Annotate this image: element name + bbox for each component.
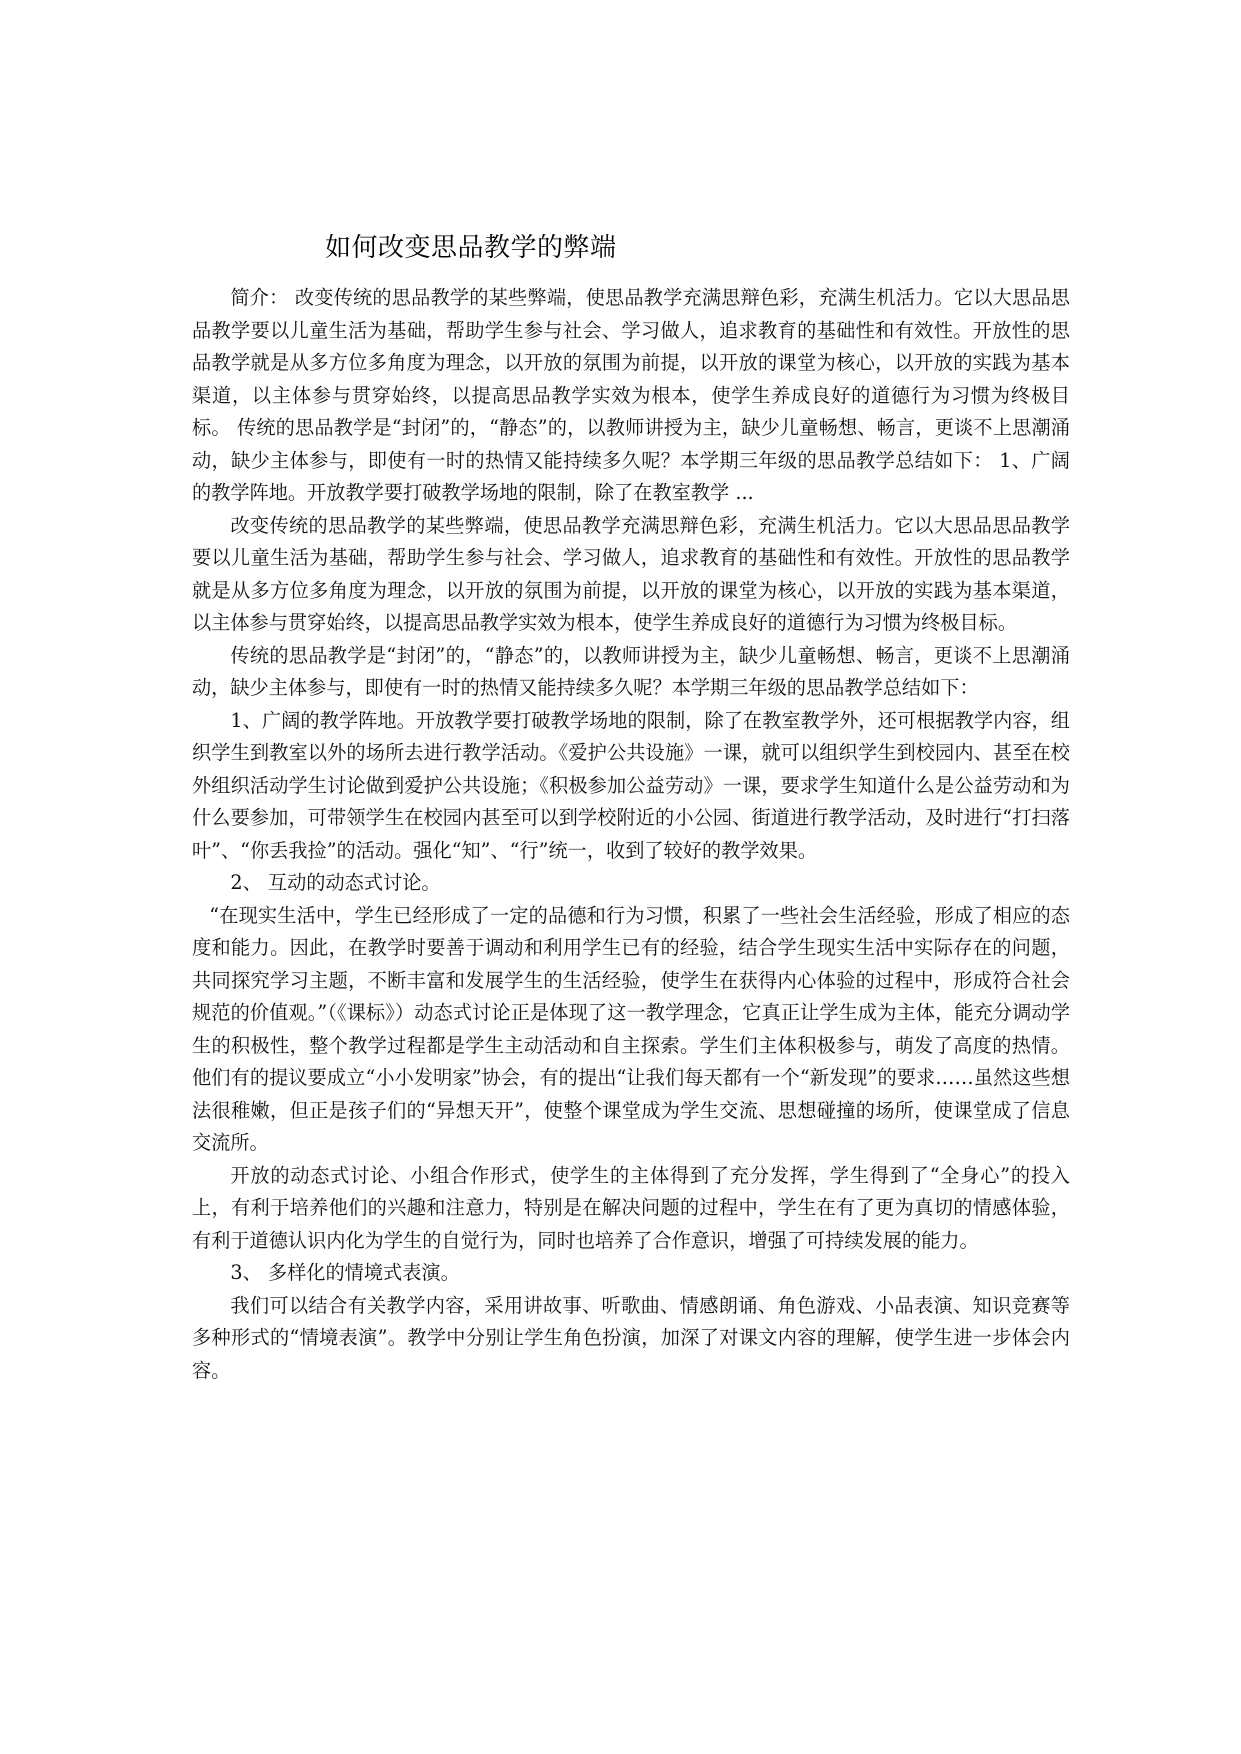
body-paragraph: 开放的动态式讨论、小组合作形式，使学生的主体得到了充分发挥，学生得到了“全身心”的投入上，有利于培养他们的兴趣和注意力，特别是在解决问题的过程中，学生在有了更为真切的情感体验，有利于道德认识内化为学生的自觉行为，同时也培养了合作意识，增强了可持续发展的能力。 [192, 1163, 1070, 1252]
section-heading: 3、 多样化的情境式表演。 [230, 1261, 460, 1284]
section-heading: 2、 互动的动态式讨论。 [230, 871, 441, 894]
body-paragraph: 改变传统的思品教学的某些弊端，使思品教学充满思辩色彩，充满生机活力。它以大思品思品教学要以儿童生活为基础，帮助学生参与社会、学习做人，追求教育的基础性和有效性。开放性的思品教学就是从多方位多角度为理念，以开放的氛围为前提，以开放的课堂为核心，以开放的实践为基本渠道，以主体参与贯穿始终，以提高思品教学实效为根本，使学生养成良好的道德行为习惯为终极目标。 [192, 513, 1070, 634]
document-title: 如何改变思品教学的弊端 [325, 233, 617, 263]
quote-paragraph: “在现实生活中，学生已经形成了一定的品德和行为习惯，积累了一些社会生活经验，形成了相应的态度和能力。因此，在教学时要善于调动和利用学生已有的经验，结合学生现实生活中实际存在的问题，共同探究学习主题，不断丰富和发展学生的生活经验，使学生在获得内心体验的过程中，形成符合社会规范的价值观。”（《课标》）动态式讨论正是体现了这一教学理念，它真正让学生成为主体，能充分调动学生的积极性，整个教学过程都是学生主动活动和自主探索。学生们主体积极参与，萌发了高度的热情。他们有的提议要成立“小小发明家”协会，有的提出“让我们每天都有一个“新发现”的要求……虽然这些想法很稚嫩，但正是孩子们的“异想天开”，使整个课堂成为学生交流、思想碰撞的场所，使课堂成了信息交流所。 [192, 903, 1070, 1154]
body-paragraph: 我们可以结合有关教学内容，采用讲故事、听歌曲、情感朗诵、角色游戏、小品表演、知识竞赛等多种形式的“情境表演”。教学中分别让学生角色扮演，加深了对课文内容的理解，使学生进一步体会内容。 [192, 1293, 1070, 1382]
document-body [192, 282, 1070, 1387]
body-paragraph: 传统的思品教学是“封闭”的，“静态”的，以教师讲授为主，缺少儿童畅想、畅言，更谈不上思潮涌动，缺少主体参与，即使有一时的热情又能持续多久呢？本学期三年级的思品教学总结如下： [192, 643, 1070, 699]
intro-paragraph: 简介： 改变传统的思品教学的某些弊端，使思品教学充满思辩色彩，充满生机活力。它以大思品思品教学要以儿童生活为基础，帮助学生参与社会、学习做人，追求教育的基础性和有效性。开放性的思品教学就是从多方位多角度为理念，以开放的氛围为前提，以开放的课堂为核心，以开放的实践为基本渠道，以主体参与贯穿始终，以提高思品教学实效为根本，使学生养成良好的道德行为习惯为终极目标。 传统的思品教学是“封闭”的，“静态”的，以教师讲授为主，缺少儿童畅想、畅言，更谈不上思潮涌动，缺少主体参与，即使有一时的热情又能持续多久呢？本学期三年级的思品教学总结如下： 1、广阔的教学阵地。开放教学要打破教学场地的限制，除了在教室教学 ... [192, 286, 1070, 504]
body-paragraph: 1、广阔的教学阵地。开放教学要打破教学场地的限制，除了在教室教学外，还可根据教学内容，组织学生到教室以外的场所去进行教学活动。《爱护公共设施》一课，就可以组织学生到校园内、甚至在校外组织活动学生讨论做到爱护公共设施；《积极参加公益劳动》一课，要求学生知道什么是公益劳动和为什么要参加，可带领学生在校园内甚至可以到学校附近的小公园、街道进行教学活动，及时进行“打扫落叶”、“你丢我捡”的活动。强化“知”、“行”统一，收到了较好的教学效果。 [192, 708, 1070, 862]
